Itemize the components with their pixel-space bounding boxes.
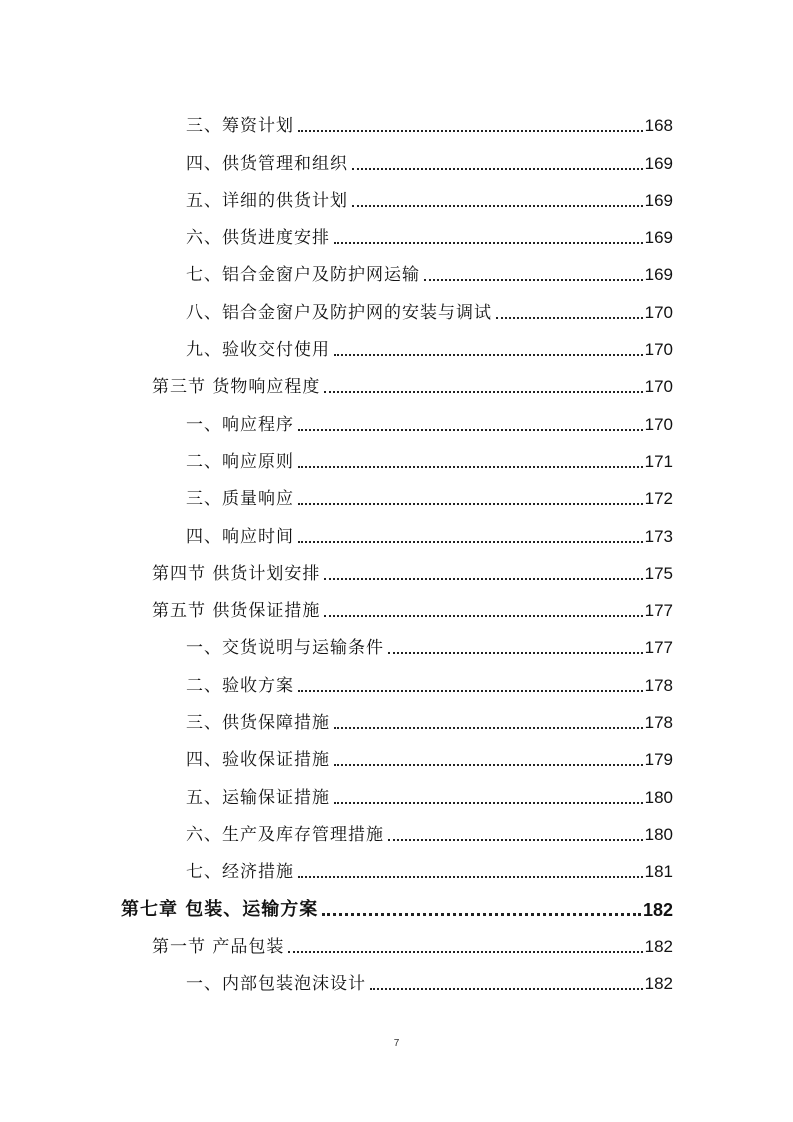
toc-entry-title: 二、验收方案 [186,675,294,696]
toc-entry-page: 170 [644,414,673,434]
toc-dot-leader [298,690,643,692]
toc-entry[interactable] [0,549,793,586]
toc-dot-leader [298,130,643,132]
toc-entry[interactable] [0,138,793,175]
toc-entry-page: 181 [644,862,673,882]
toc-entry-page: 178 [644,675,673,695]
toc-entry-page: 177 [644,601,673,621]
toc-dot-leader [388,652,643,654]
toc-dot-leader [324,578,642,580]
toc-entry-page: 180 [644,824,673,844]
toc-entry[interactable] [0,698,793,735]
toc-entry-page: 173 [644,526,673,546]
toc-dot-leader [352,168,643,170]
toc-entry-page: 170 [644,377,673,397]
toc-entry-title: 七、经济措施 [186,862,294,883]
toc-entry-title: 第一节 产品包装 [152,936,285,957]
toc-entry-title: 三、筹资计划 [186,116,294,137]
toc-entry[interactable] [0,399,793,436]
toc-entry-page: 170 [644,302,673,322]
toc-entry[interactable] [0,623,793,660]
toc-entry-title: 五、详细的供货计划 [186,190,348,211]
toc-entry-title: 六、供货进度安排 [186,228,330,249]
toc-entry-title: 三、质量响应 [186,489,294,510]
toc-entry-title: 三、供货保障措施 [186,713,330,734]
toc-entry[interactable] [0,884,793,921]
toc-entry-page: 182 [644,936,673,956]
toc-dot-leader [298,503,643,505]
toc-entry-page: 171 [644,451,673,471]
toc-dot-leader [352,205,643,207]
toc-entry-page: 182 [642,899,673,920]
toc-entry-title: 七、铝合金窗户及防护网运输 [186,265,420,286]
toc-entry-title: 四、响应时间 [186,526,294,547]
toc-entry-page: 177 [644,638,673,658]
toc-entry-page: 175 [644,563,673,583]
toc-entry[interactable] [0,101,793,138]
toc-entry-title: 第七章 包装、运输方案 [121,898,319,920]
toc-entry[interactable] [0,660,793,697]
toc-dot-leader [324,615,642,617]
toc-entry[interactable] [0,250,793,287]
toc-entry[interactable] [0,735,793,772]
toc-dot-leader [334,764,643,766]
toc-dot-leader [298,429,643,431]
toc-entry-page: 180 [644,787,673,807]
toc-entry-title: 四、验收保证措施 [186,750,330,771]
toc-dot-leader [370,988,643,990]
toc-entry-page: 169 [644,190,673,210]
toc-dot-leader [334,354,643,356]
toc-entry-title: 八、铝合金窗户及防护网的安装与调试 [186,302,492,323]
toc-entry[interactable] [0,213,793,250]
toc-dot-leader [424,279,643,281]
toc-dot-leader [388,839,643,841]
toc-dot-leader [324,391,642,393]
page-number: 7 [393,1038,400,1049]
toc-entry[interactable] [0,362,793,399]
toc-entry-title: 一、响应程序 [186,414,294,435]
toc-entry-page: 178 [644,713,673,733]
toc-entry-title: 一、内部包装泡沫设计 [186,974,366,995]
toc-entry-page: 179 [644,750,673,770]
toc-entry-page: 169 [644,228,673,248]
toc-entry[interactable] [0,474,793,511]
toc-dot-leader [298,541,643,543]
toc-dot-leader [334,242,643,244]
toc-entry-page: 170 [644,340,673,360]
toc-entry-title: 四、供货管理和组织 [186,153,348,174]
toc-entry[interactable] [0,847,793,884]
toc-entry-title: 第五节 供货保证措施 [152,601,321,622]
toc-entry-title: 第四节 供货计划安排 [152,563,321,584]
toc-entry-page: 182 [644,974,673,994]
toc-entry-title: 二、响应原则 [186,451,294,472]
toc-entry-title: 五、运输保证措施 [186,787,330,808]
toc-dot-leader [334,802,643,804]
toc-entry[interactable] [0,287,793,324]
toc-dot-leader [334,727,643,729]
toc-entry-page: 172 [644,489,673,509]
toc-entry[interactable] [0,959,793,996]
toc-entry-title: 六、生产及库存管理措施 [186,824,384,845]
toc-dot-leader [288,951,642,953]
toc-entry[interactable] [0,176,793,213]
toc-entry-page: 168 [644,116,673,136]
toc-entry-page: 169 [644,153,673,173]
toc-entry-title: 第三节 货物响应程度 [152,377,321,398]
toc-dot-leader [298,876,643,878]
toc-entry-title: 九、验收交付使用 [186,340,330,361]
toc-entry-page: 169 [644,265,673,285]
toc-entry[interactable] [0,772,793,809]
toc-dot-leader [322,913,641,916]
toc-entry[interactable] [0,922,793,959]
toc-entry[interactable] [0,511,793,548]
toc-entry-title: 一、交货说明与运输条件 [186,638,384,659]
toc-dot-leader [298,466,643,468]
table-of-contents [0,101,793,996]
toc-entry[interactable] [0,586,793,623]
toc-entry[interactable] [0,810,793,847]
toc-entry[interactable] [0,325,793,362]
toc-dot-leader [496,317,643,319]
toc-entry[interactable] [0,437,793,474]
